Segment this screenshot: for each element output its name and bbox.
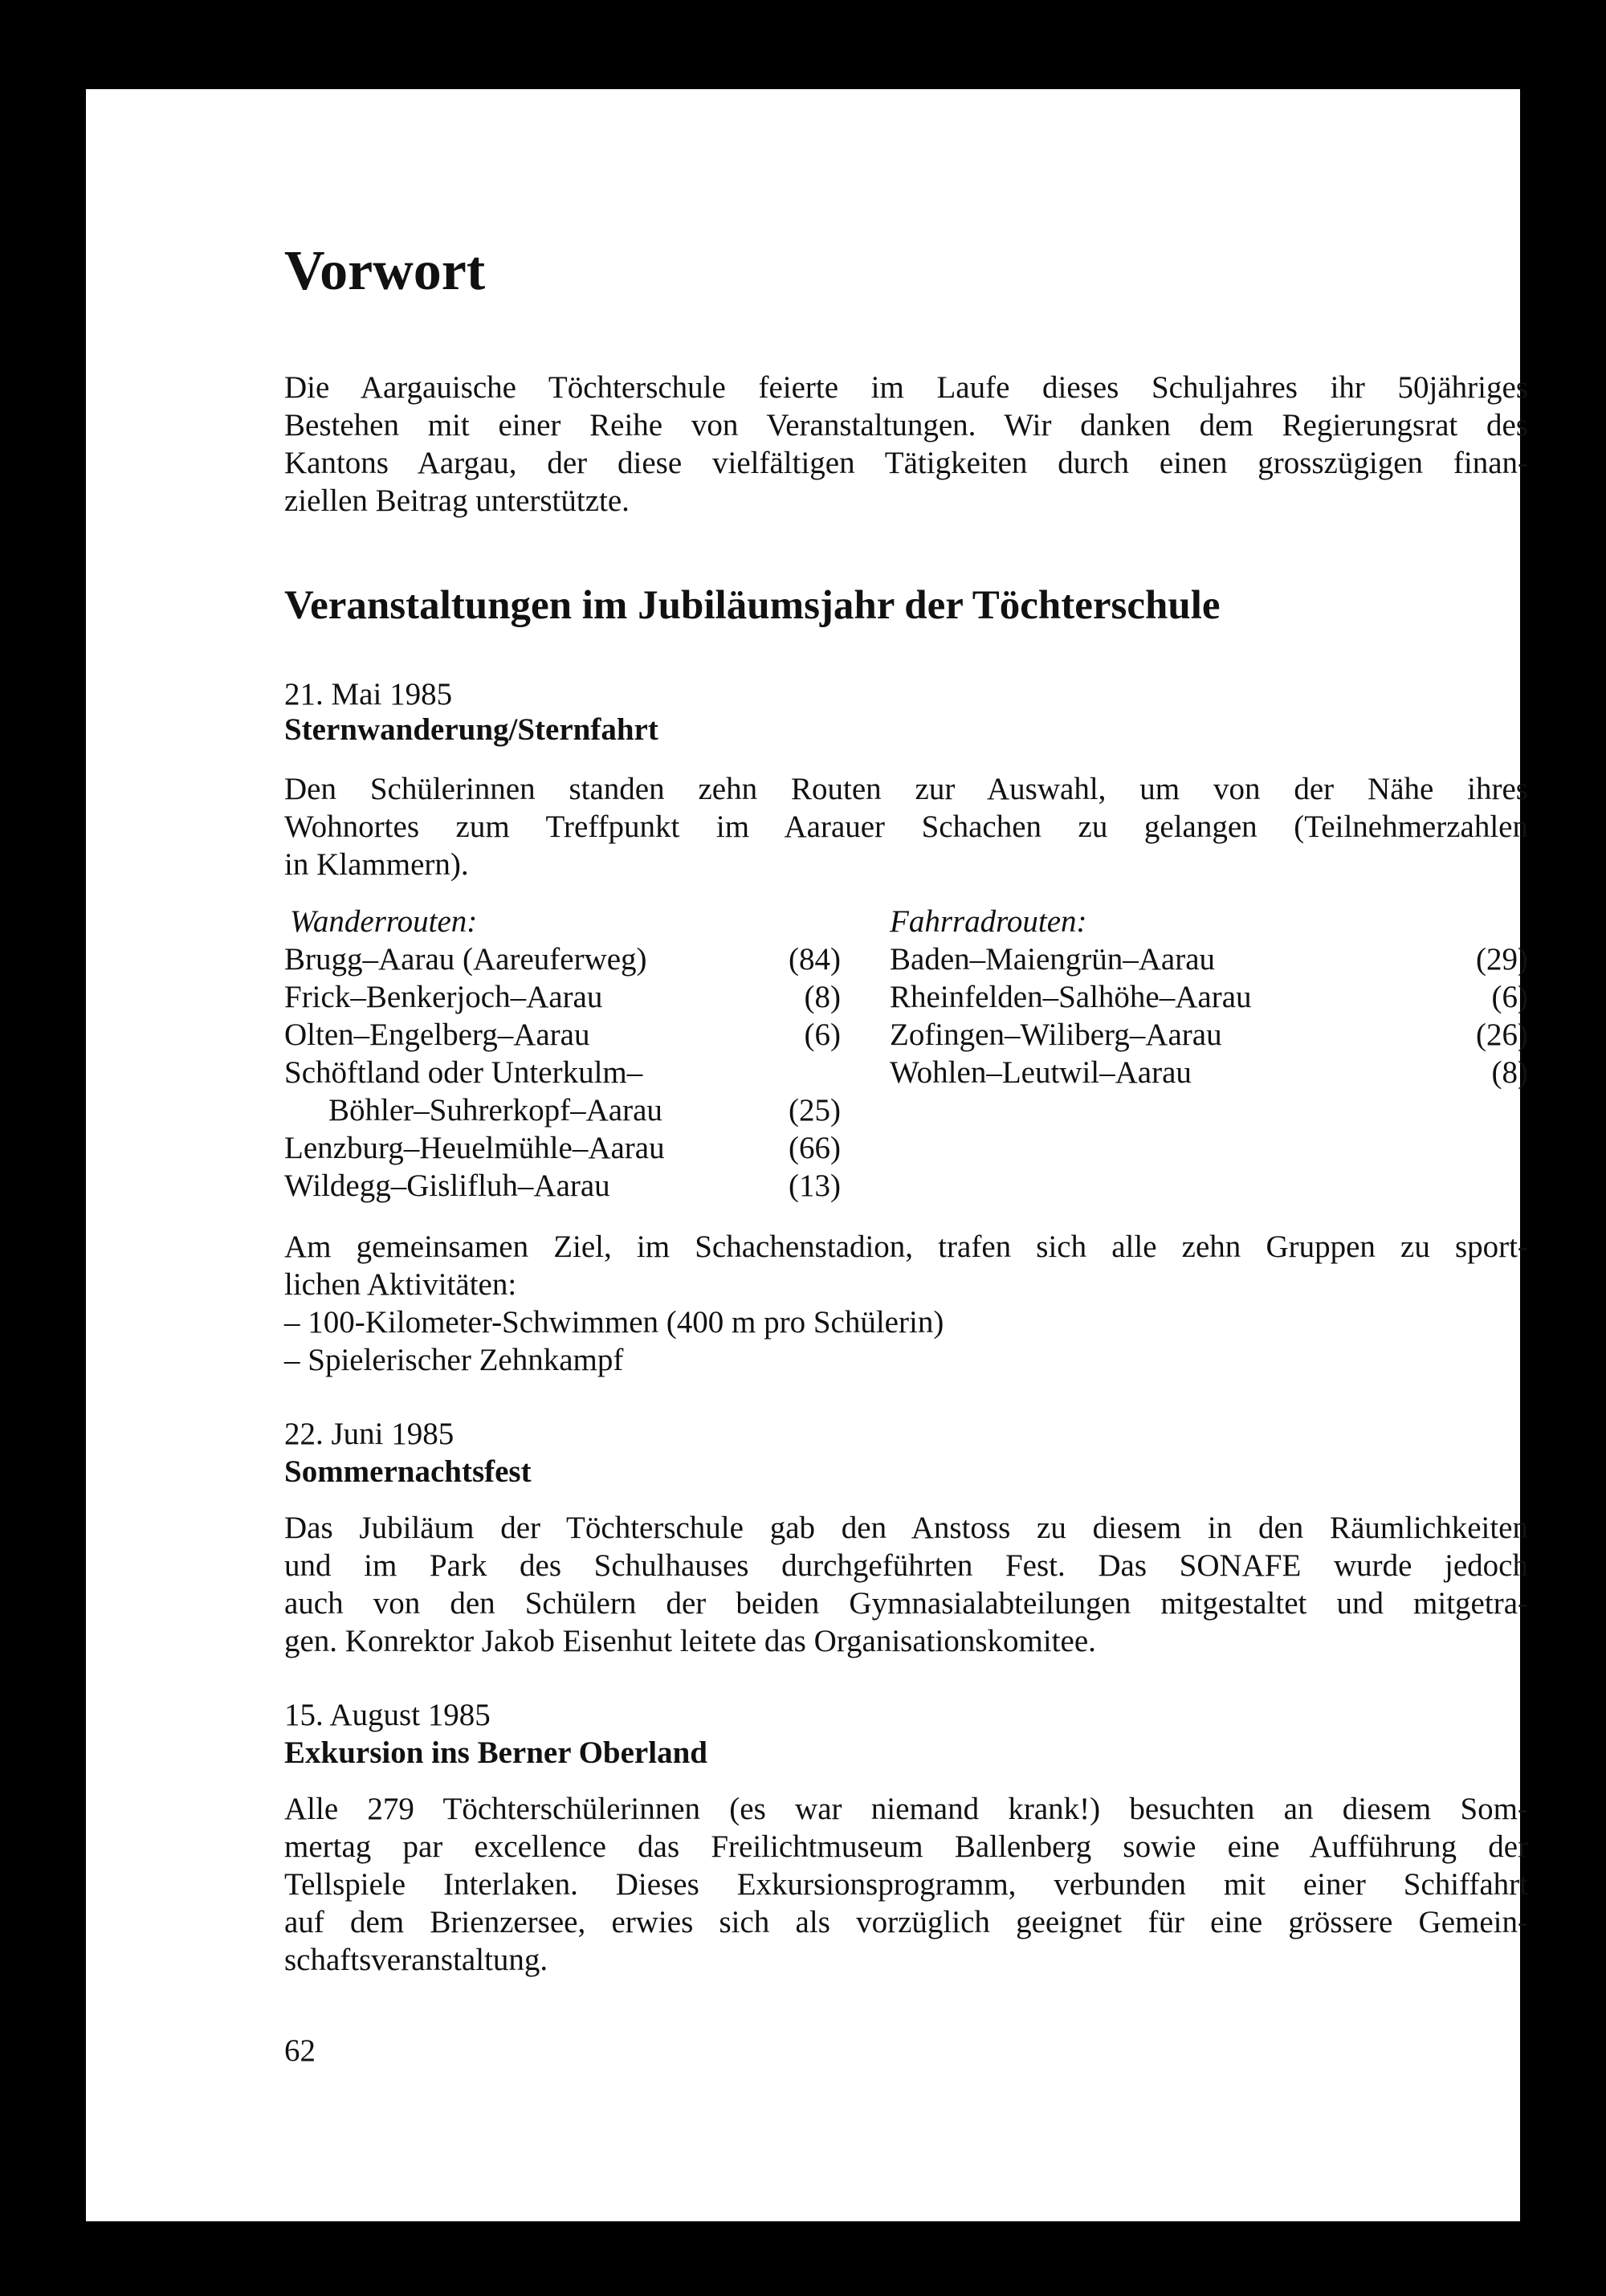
hiking-route-name: Brugg–Aarau (Aareuferweg) bbox=[284, 942, 647, 977]
event-text-line: Tellspiele Interlaken. Dieses Exkursionsprogramm, verbunden mit einer Schiffahrt bbox=[284, 1867, 1528, 1902]
intro-line: Kantons Aargau, der diese vielfältigen Tätigkeiten durch einen grosszügigen finan- bbox=[284, 446, 1528, 480]
bike-route-name: Rheinfelden–Salhöhe–Aarau bbox=[890, 980, 1252, 1014]
page-number: 62 bbox=[284, 2033, 316, 2068]
event-date: 22. Juni 1985 bbox=[284, 1417, 454, 1451]
hiking-routes-heading: Wanderrouten: bbox=[290, 904, 478, 939]
event-date: 15. August 1985 bbox=[284, 1698, 491, 1732]
page-title: Vorwort bbox=[284, 240, 486, 302]
event-text-line: Den Schülerinnen standen zehn Routen zur Auswahl, um von der Nähe ihres bbox=[284, 772, 1528, 806]
event-text-line: auf dem Brienzersee, erwies sich als vorzüglich geeignet für eine grössere Gemein- bbox=[284, 1905, 1528, 1939]
event-text-line: auch von den Schülern der beiden Gymnasialabteilungen mitgestaltet und mitgetra- bbox=[284, 1586, 1528, 1621]
event-text-line: lichen Aktivitäten: bbox=[284, 1267, 517, 1302]
hiking-route-count: (66) bbox=[789, 1131, 841, 1165]
event-text-line: Am gemeinsamen Ziel, im Schachenstadion, trafen sich alle zehn Gruppen zu sport- bbox=[284, 1230, 1528, 1264]
bullet-item: – 100-Kilometer-Schwimmen (400 m pro Schülerin) bbox=[284, 1305, 944, 1340]
event-title: Exkursion ins Berner Oberland bbox=[284, 1735, 707, 1770]
hiking-route-count: (84) bbox=[789, 942, 841, 977]
hiking-route-name: Olten–Engelberg–Aarau bbox=[284, 1017, 590, 1052]
hiking-route-name: Frick–Benkerjoch–Aarau bbox=[284, 980, 603, 1014]
hiking-route-name: Schöftland oder Unterkulm– bbox=[284, 1055, 643, 1090]
event-text-line: Das Jubiläum der Töchterschule gab den Anstoss zu diesem in den Räumlichkeiten bbox=[284, 1511, 1528, 1545]
bike-route-count: (6) bbox=[1491, 980, 1528, 1014]
section-heading: Veranstaltungen im Jubiläumsjahr der Töchterschule bbox=[284, 583, 1221, 628]
hiking-route-count: (13) bbox=[789, 1168, 841, 1203]
event-text-line: schaftsveranstaltung. bbox=[284, 1943, 548, 1977]
intro-line: ziellen Beitrag unterstützte. bbox=[284, 483, 630, 518]
bullet-item: – Spielerischer Zehnkampf bbox=[284, 1343, 624, 1377]
bike-route-name: Baden–Maiengrün–Aarau bbox=[890, 942, 1216, 977]
bike-route-count: (29) bbox=[1476, 942, 1528, 977]
event-text-line: Wohnortes zum Treffpunkt im Aarauer Schachen zu gelangen (Teilnehmerzahlen bbox=[284, 810, 1528, 844]
bike-route-name: Zofingen–Wiliberg–Aarau bbox=[890, 1017, 1222, 1052]
intro-line: Die Aargauische Töchterschule feierte im Laufe dieses Schuljahres ihr 50jähriges bbox=[284, 370, 1528, 405]
hiking-route-count: (8) bbox=[804, 980, 841, 1014]
bike-route-count: (8) bbox=[1491, 1055, 1528, 1090]
intro-line: Bestehen mit einer Reihe von Veranstaltungen. Wir danken dem Regierungsrat des bbox=[284, 408, 1528, 442]
hiking-route-count: (6) bbox=[804, 1017, 841, 1052]
bike-route-count: (26) bbox=[1476, 1017, 1528, 1052]
hiking-route-name: Lenzburg–Heuelmühle–Aarau bbox=[284, 1131, 665, 1165]
event-text-line: gen. Konrektor Jakob Eisenhut leitete das Organisationskomitee. bbox=[284, 1624, 1096, 1658]
bike-routes-heading: Fahrradrouten: bbox=[890, 904, 1087, 939]
event-date: 21. Mai 1985 bbox=[284, 677, 453, 712]
event-text-line: mertag par excellence das Freilichtmuseum Ballenberg sowie eine Aufführung der bbox=[284, 1829, 1528, 1864]
event-text-line: in Klammern). bbox=[284, 847, 469, 882]
hiking-route-count: (25) bbox=[789, 1093, 841, 1128]
event-title: Sommernachtsfest bbox=[284, 1454, 532, 1489]
hiking-route-name: Wildegg–Gislifluh–Aarau bbox=[284, 1168, 610, 1203]
event-text-line: Alle 279 Töchterschülerinnen (es war niemand krank!) besuchten an diesem Som- bbox=[284, 1792, 1528, 1826]
bike-route-name: Wohlen–Leutwil–Aarau bbox=[890, 1055, 1192, 1090]
event-text-line: und im Park des Schulhauses durchgeführten Fest. Das SONAFE wurde jedoch bbox=[284, 1548, 1528, 1583]
hiking-route-name: Böhler–Suhrerkopf–Aarau bbox=[328, 1093, 662, 1128]
document-page bbox=[86, 89, 1528, 2221]
event-title: Sternwanderung/Sternfahrt bbox=[284, 712, 658, 747]
